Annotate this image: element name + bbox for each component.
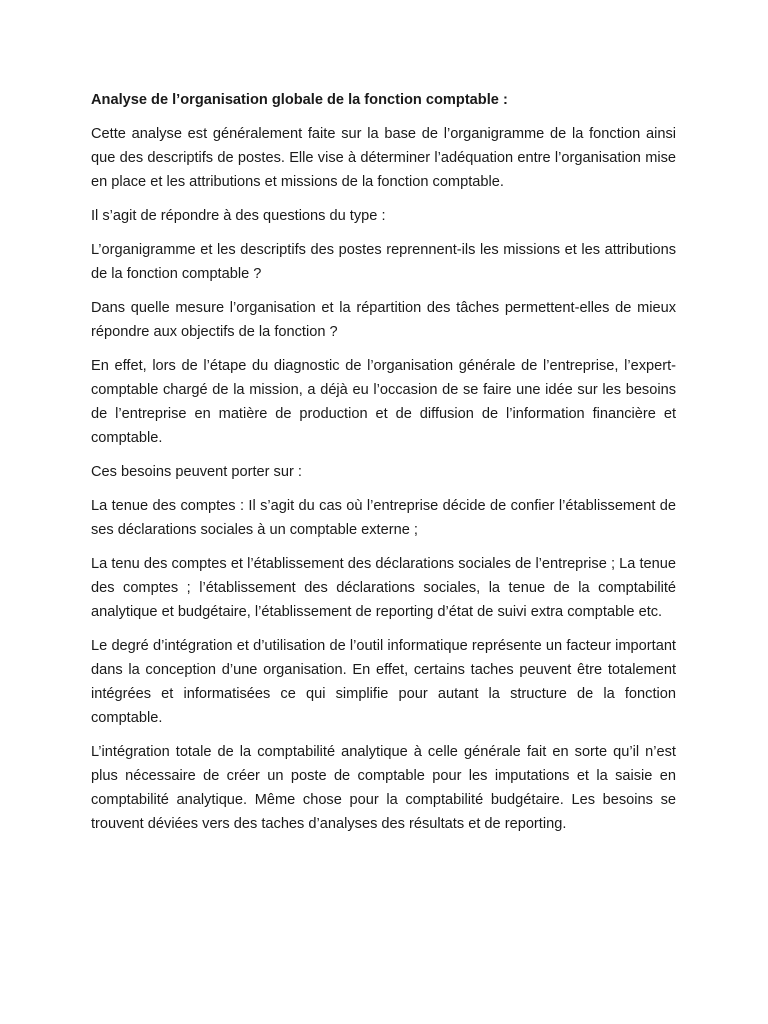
- document-page: [91, 88, 676, 846]
- paragraph-intro: Cette analyse est généralement faite sur la base de l’organigramme de la fonction ainsi que des descriptifs de postes. Elle vise à déterminer l’adéquation entre l’organisation mise en place et les attributions et missions de la fonction comptable.: [91, 126, 676, 190]
- paragraph-question-2: Dans quelle mesure l’organisation et la répartition des tâches permettent-elles de mieux répondre aux objectifs de la fonction ?: [91, 300, 676, 340]
- paragraph-diagnostic: En effet, lors de l’étape du diagnostic de l’organisation générale de l’entreprise, l’expert-comptable chargé de la mission, a déjà eu l’occasion de se faire une idée sur les besoins de l’entreprise en matière de production et de diffusion de l’information financière et comptable.: [91, 358, 676, 446]
- paragraph-need-1: La tenue des comptes : Il s’agit du cas où l’entreprise décide de confier l’établissement de ses déclarations sociales à un comptable externe ;: [91, 498, 676, 538]
- paragraph-questions-intro: Il s’agit de répondre à des questions du type :: [91, 208, 386, 224]
- paragraph-needs-intro: Ces besoins peuvent porter sur :: [91, 464, 302, 480]
- paragraph-need-2: La tenu des comptes et l’établissement des déclarations sociales de l’entreprise ; La tenue des comptes ; l’établissement des déclarations sociales, la tenue de la comptabilité analytique et budgétaire, l’établissement de reporting d’état de suivi extra comptable etc.: [91, 556, 676, 620]
- paragraph-question-1: L’organigramme et les descriptifs des postes reprennent-ils les missions et les attributions de la fonction comptable ?: [91, 242, 676, 282]
- paragraph-analytic-integration: L’intégration totale de la comptabilité analytique à celle générale fait en sorte qu’il n’est plus nécessaire de créer un poste de comptable pour les imputations et la saisie en comptabilité analytique. Même chose pour la comptabilité budgétaire. Les besoins se trouvent déviées vers des taches d’analyses des résultats et de reporting.: [91, 744, 676, 832]
- document-title: Analyse de l’organisation globale de la fonction comptable :: [91, 92, 508, 108]
- paragraph-it-integration: Le degré d’intégration et d’utilisation de l’outil informatique représente un facteur important dans la conception d’une organisation. En effet, certains taches peuvent être totalement intégrées et informatisées ce qui simplifie pour autant la structure de la fonction comptable.: [91, 638, 676, 726]
